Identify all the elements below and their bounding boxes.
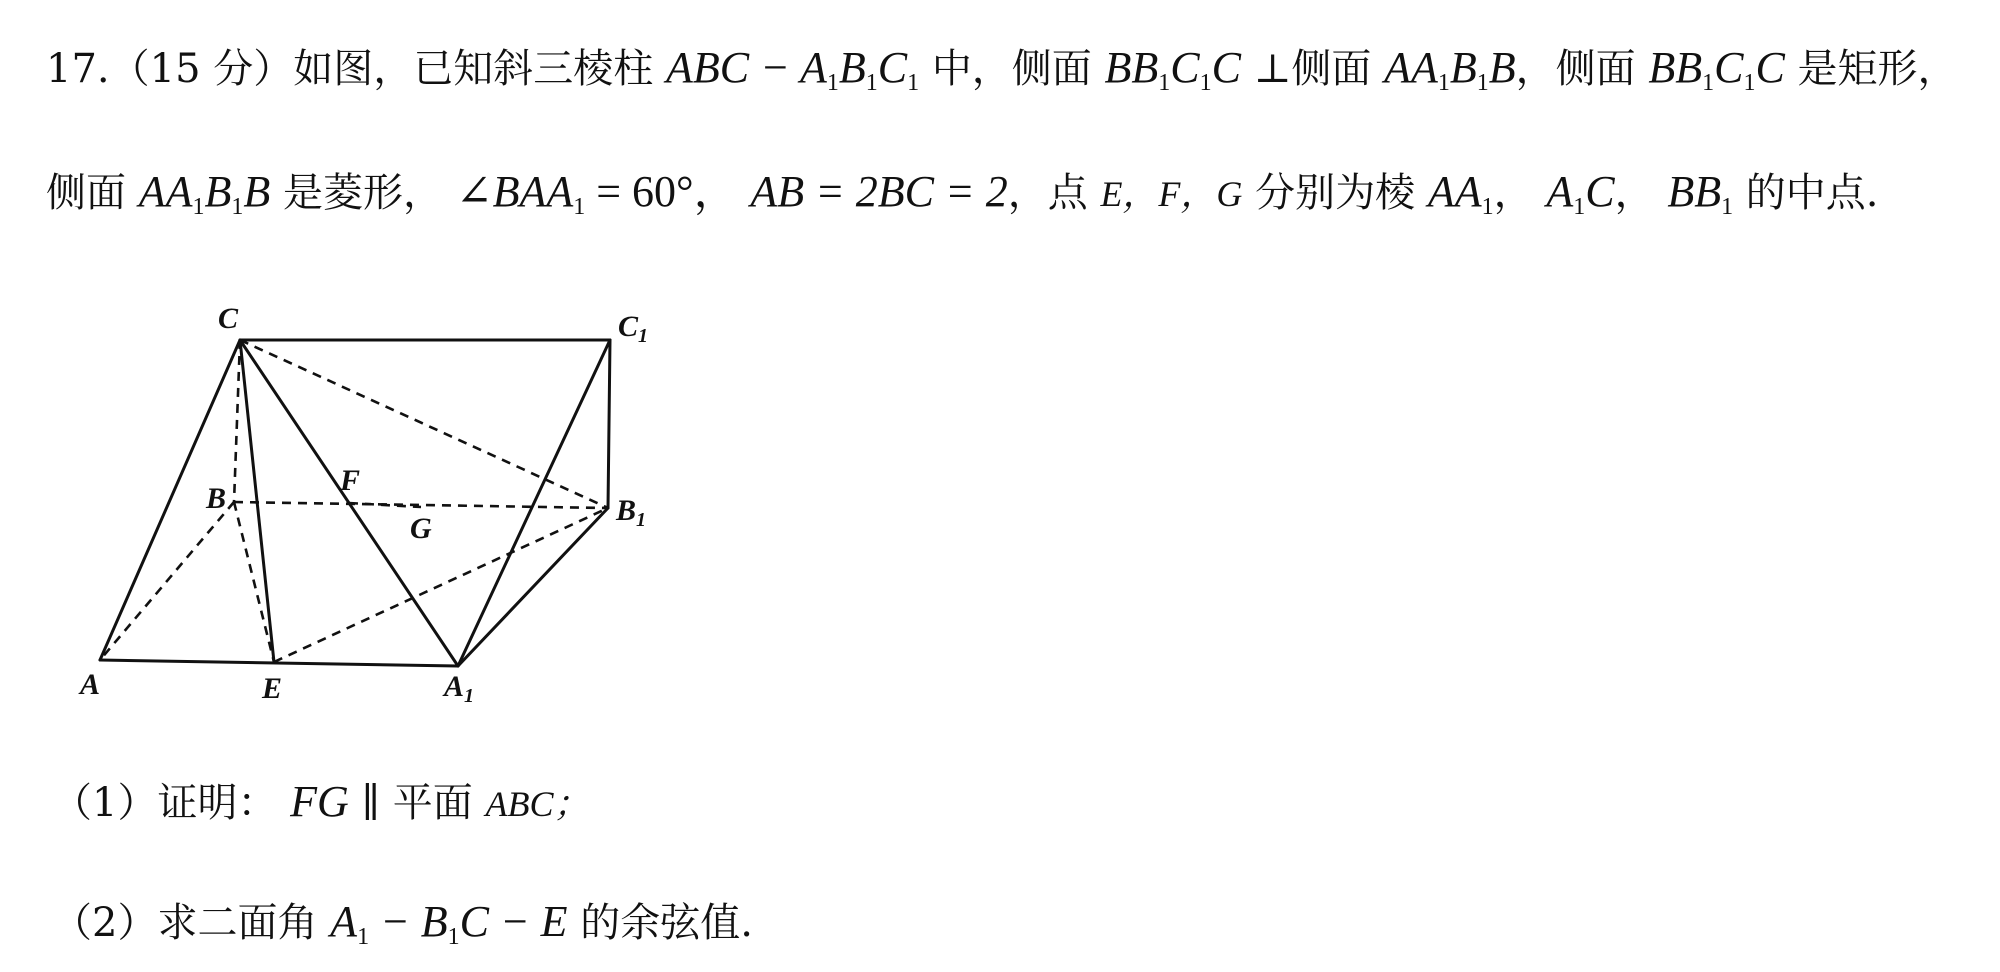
q1-fg: FG: [290, 777, 349, 826]
points-text: ，点: [1007, 170, 1088, 216]
label-G: G: [410, 512, 432, 545]
face-aa1b1b: $AA_1B_1B$: [1384, 43, 1516, 96]
label-A: A: [80, 668, 101, 701]
length-expr: AB = 2BC = 2: [750, 167, 1008, 216]
q2-text: 的余弦值.: [580, 900, 753, 946]
q1-parallel: ∥: [361, 780, 381, 826]
edge-bb1: $BB_1$: [1667, 167, 1734, 220]
angle-expr: $\angle BAA_1 = 60^\circ$，: [455, 167, 738, 220]
q1-number: （1）证明：: [52, 780, 278, 826]
face3-prefix: ，侧面: [1515, 46, 1636, 92]
edge-A1-B1: [458, 508, 608, 666]
question-2: [52, 896, 753, 963]
prism-name: ABC − $A_1B_1C_1$: [665, 43, 920, 96]
edge-B-B1: [234, 502, 608, 508]
label-C: C: [218, 302, 239, 335]
label-C1: $C_1$: [618, 310, 649, 347]
q2-dihedral: $A_1 - B_1C - E$: [330, 897, 568, 950]
face-bb1c1c: $BB_1C_1C$: [1104, 43, 1242, 96]
q1-abc: ABC；: [485, 784, 590, 824]
q2-number: （2）求二面角: [52, 900, 318, 946]
label-A1: $A_1$: [444, 670, 475, 707]
problem-number: 17.: [46, 46, 110, 92]
prism-diagram: [40, 290, 680, 720]
face4-prefix: 侧面: [46, 170, 126, 216]
rhombus-text: 是菱形，: [282, 170, 443, 216]
q1-plane: 平面: [392, 780, 473, 826]
face-bb1c1c-2: $BB_1C_1C$: [1648, 43, 1785, 96]
perp-symbol: ⊥: [1253, 46, 1292, 92]
edge-C1-A1: [458, 340, 610, 666]
question-1: [52, 776, 589, 830]
edge-C-E: [240, 340, 274, 662]
ending-text: 的中点.: [1745, 170, 1879, 216]
problem-intro: 如图，已知斜三棱柱: [293, 46, 654, 92]
face2-prefix: 侧面: [1291, 46, 1372, 92]
midpoint-text: 分别为棱: [1255, 170, 1416, 216]
label-B1: $B_1$: [616, 494, 647, 531]
edge-B-A: [100, 502, 234, 660]
label-E: E: [262, 672, 283, 705]
mid-text: 中，侧面: [931, 46, 1092, 92]
problem-line-1: [46, 42, 1958, 109]
edge-C-B: [234, 340, 240, 502]
edge-aa1: $AA_1$: [1427, 167, 1494, 220]
edge-C1-B1: [608, 340, 610, 508]
edge-B-E: [234, 502, 274, 662]
prism-figure: [40, 290, 680, 720]
edge-a1c: $A_1C$: [1546, 167, 1615, 220]
face-aa1b1b-2: $AA_1B_1B$: [138, 167, 271, 220]
problem-score: （15 分）: [109, 46, 294, 92]
label-F: F: [340, 464, 361, 497]
problem-line-2: 侧面 $AA_1B_1B$ 是菱形， $\angle BAA_1 = 60^\circ$， AB = 2BC = 2，点 E，F，G 分别为棱 $AA_1$， $A_1C$， $BB_1$ 的中点.: [46, 167, 1879, 220]
rect-text: 是矩形，: [1797, 46, 1958, 92]
point-names: E，F，G: [1100, 174, 1243, 214]
label-B: B: [206, 482, 227, 515]
